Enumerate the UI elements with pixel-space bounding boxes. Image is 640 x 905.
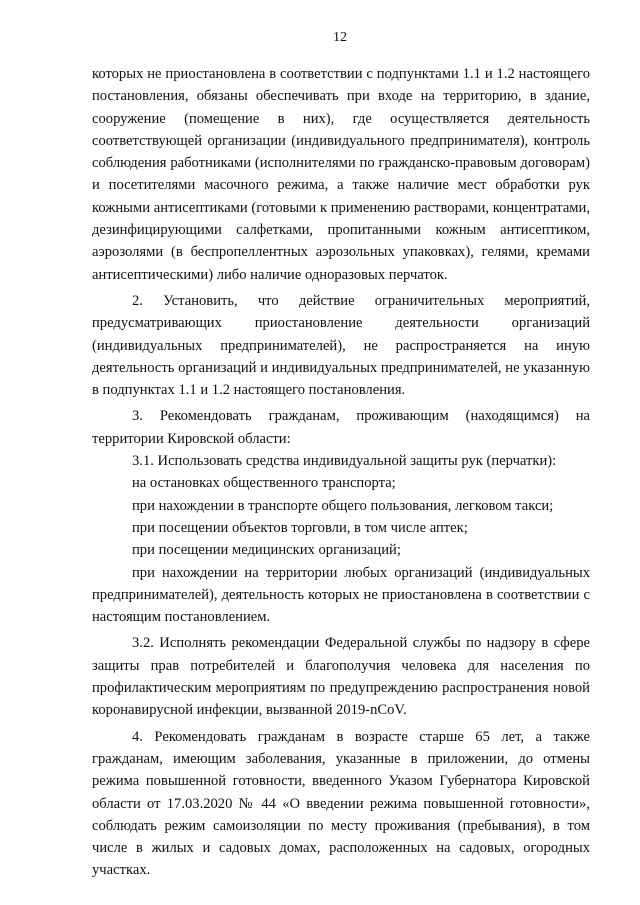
page-number: 12 [333,30,347,45]
list-item: при посещении объектов торговли, в том числе аптек; [132,519,468,536]
list-item: на остановках общественного транспорта; [132,475,396,492]
paragraph-item-3: 3. Рекомендовать гражданам, проживающим (находящимся) на территории Кировской области: [92,408,590,447]
paragraph-item-2: 2. Установить, что действие ограничительных мероприятий, предусматривающих приостановление деятельности организаций (индивидуальных предпринимателей), не распространяется на иную деятельность организаций и индивидуальных предпринимателей, не указанную в подпунктах 1.1 и 1.2 настоящего постановления. [92,292,590,399]
paragraph-continuation: которых не приостановлена в соответствии с подпунктами 1.1 и 1.2 настоящего постановления, обязаны обеспечивать при входе на территорию, в здание, сооружение (помещение в них), где осуществляется деятельность соответствующей организации (индивидуального предпринимателя), контроль соблюдения работниками (исполнителями по гражданско-правовым договорам) и посетителями масочного режима, а также наличие мест обработки рук кожными антисептиками (готовыми к применению растворами, концентратами, дезинфицирующими салфетками, пропитанными кожным антисептиком, аэрозолями (в беспропеллентных аэрозольных упаковках), гелями, кремами антисептическими) либо наличие одноразовых перчаток. [92,66,590,283]
list-item: при посещении медицинских организаций; [132,542,401,559]
paragraph-item-3-1: 3.1. Использовать средства индивидуальной защиты рук (перчатки): [132,453,557,470]
paragraph-item-3-2: 3.2. Исполнять рекомендации Федеральной службы по надзору в сфере защиты прав потребителей и благополучия человека для населения по профилактическим мероприятиям по предупреждению распространения новой коронавирусной инфекции, вызванной 2019-nCoV. [92,635,590,719]
document-body [92,63,590,882]
list-item: при нахождении в транспорте общего пользования, легковом такси; [132,497,554,514]
paragraph-item-4: 4. Рекомендовать гражданам в возрасте старше 65 лет, а также гражданам, имеющим заболевания, указанные в приложении, до отмены режима повышенной готовности, введенного Указом Губернатора Кировской области от 17.03.2020 № 44 «О введении режима повышенной готовности», соблюдать режим самоизоляции по месту проживания (пребывания), в том числе в жилых и садовых домах, расположенных на садовых, огородных участках. [92,728,590,879]
list-item: при нахождении на территории любых организаций (индивидуальных предпринимателей), деятельность которых не приостановлена в соответствии с настоящим постановлением. [92,564,590,626]
